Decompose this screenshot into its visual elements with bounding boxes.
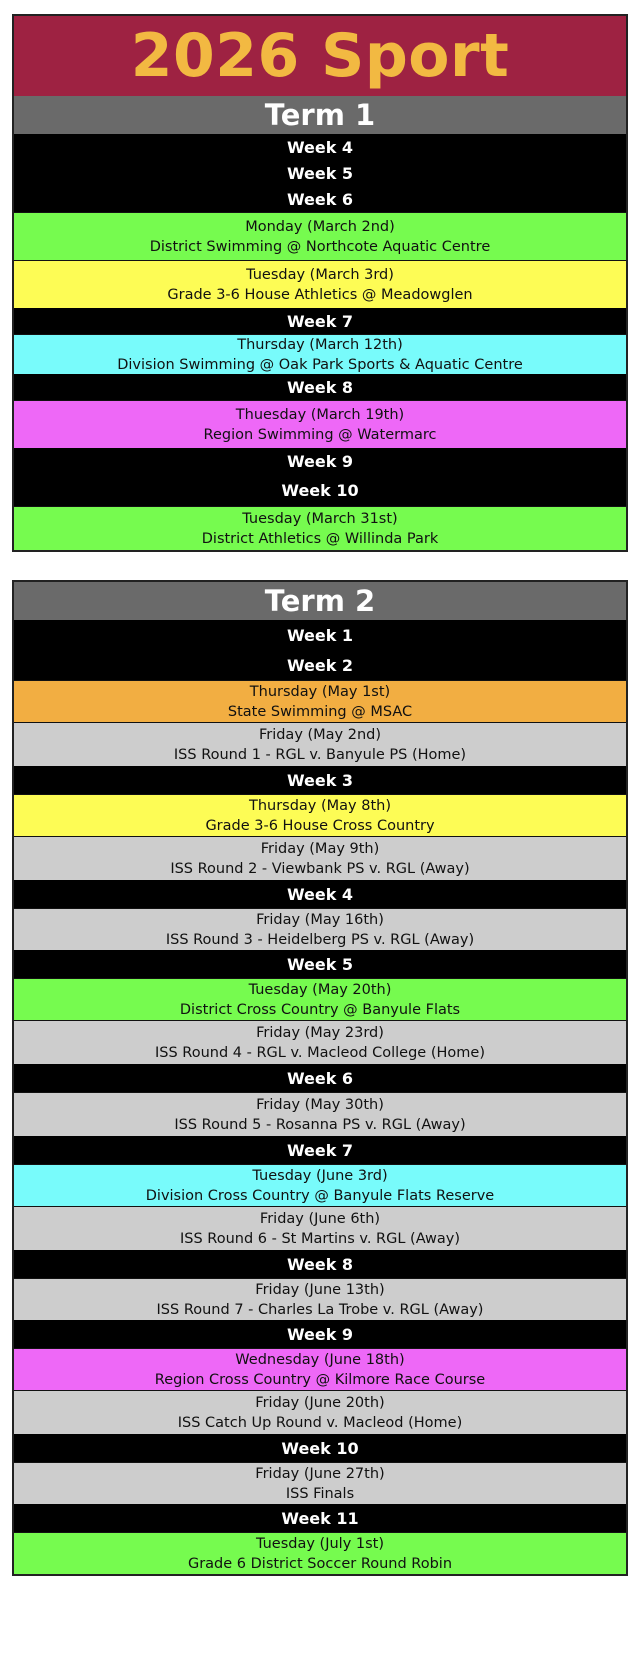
week-label: Week 5 xyxy=(14,950,626,978)
event-row xyxy=(14,794,626,836)
event-date: Friday (June 13th) xyxy=(255,1281,385,1298)
event-row xyxy=(14,680,626,722)
event-description: ISS Round 1 - RGL v. Banyule PS (Home) xyxy=(173,746,467,763)
event-row xyxy=(14,1532,626,1574)
event-description: Region Swimming @ Watermarc xyxy=(203,426,437,443)
event-date: Thuesday (March 19th) xyxy=(235,406,405,423)
event-row xyxy=(14,1348,626,1390)
event-date: Monday (March 2nd) xyxy=(245,218,395,235)
event-description: Grade 3-6 House Athletics @ Meadowglen xyxy=(167,286,473,303)
event-date: Tuesday (March 31st) xyxy=(242,510,398,527)
event-row xyxy=(14,506,626,550)
event-date: Thursday (March 12th) xyxy=(237,336,403,353)
term-heading: Term 1 xyxy=(14,96,626,134)
event-row xyxy=(14,1164,626,1206)
week-label: Week 4 xyxy=(14,880,626,908)
event-date: Friday (May 16th) xyxy=(256,911,384,928)
term2-rows xyxy=(14,620,626,1574)
event-row xyxy=(14,978,626,1020)
event-description: ISS Round 2 - Viewbank PS v. RGL (Away) xyxy=(170,860,470,877)
event-description: Division Swimming @ Oak Park Sports & Aquatic Centre xyxy=(117,356,523,373)
week-label: Week 2 xyxy=(14,650,626,680)
week-label: Week 6 xyxy=(14,1064,626,1092)
event-description: ISS Round 7 - Charles La Trobe v. RGL (Away) xyxy=(156,1301,484,1318)
event-date: Tuesday (June 3rd) xyxy=(252,1167,388,1184)
week-label: Week 3 xyxy=(14,766,626,794)
event-date: Tuesday (March 3rd) xyxy=(246,266,394,283)
event-description: Grade 3-6 House Cross Country xyxy=(205,817,435,834)
week-label: Week 7 xyxy=(14,1136,626,1164)
event-date: Friday (May 9th) xyxy=(260,840,380,857)
event-description: ISS Round 4 - RGL v. Macleod College (Home) xyxy=(155,1044,485,1061)
event-description: State Swimming @ MSAC xyxy=(227,703,413,720)
event-date: Friday (June 6th) xyxy=(259,1210,381,1227)
event-row xyxy=(14,722,626,766)
event-description: ISS Round 6 - St Martins v. RGL (Away) xyxy=(179,1230,461,1247)
event-description: District Athletics @ Willinda Park xyxy=(201,530,439,547)
event-date: Friday (June 20th) xyxy=(255,1394,385,1411)
event-date: Tuesday (July 1st) xyxy=(255,1535,385,1552)
event-date: Friday (May 2nd) xyxy=(258,726,382,743)
term1-rows xyxy=(14,134,626,550)
event-description: ISS Round 3 - Heidelberg PS v. RGL (Away) xyxy=(165,931,475,948)
event-row xyxy=(14,1092,626,1136)
event-date: Tuesday (May 20th) xyxy=(248,981,392,998)
page-title: 2026 Sport xyxy=(14,16,626,96)
week-label: Week 10 xyxy=(14,1434,626,1462)
week-label: Week 1 xyxy=(14,620,626,650)
week-label: Week 11 xyxy=(14,1504,626,1532)
event-description: Division Cross Country @ Banyule Flats Reserve xyxy=(145,1187,495,1204)
event-date: Thursday (May 1st) xyxy=(249,683,391,700)
event-date: Friday (June 27th) xyxy=(255,1465,385,1482)
event-date: Friday (May 30th) xyxy=(256,1096,384,1113)
event-date: Wednesday (June 18th) xyxy=(235,1351,405,1368)
week-label: Week 6 xyxy=(14,186,626,212)
event-description: ISS Catch Up Round v. Macleod (Home) xyxy=(177,1414,463,1431)
event-description: Region Cross Country @ Kilmore Race Course xyxy=(154,1371,486,1388)
week-label: Week 9 xyxy=(14,448,626,474)
event-date: Thursday (May 8th) xyxy=(248,797,392,814)
event-row xyxy=(14,260,626,308)
event-description: District Cross Country @ Banyule Flats xyxy=(179,1001,461,1018)
week-label: Week 9 xyxy=(14,1320,626,1348)
event-row xyxy=(14,908,626,950)
event-row xyxy=(14,1390,626,1434)
week-label: Week 10 xyxy=(14,474,626,506)
event-row xyxy=(14,334,626,374)
term2-table xyxy=(12,580,628,1576)
week-label: Week 8 xyxy=(14,1250,626,1278)
week-label: Week 5 xyxy=(14,160,626,186)
week-label: Week 7 xyxy=(14,308,626,334)
event-date: Friday (May 23rd) xyxy=(256,1024,384,1041)
term-heading: Term 2 xyxy=(14,582,626,620)
event-row xyxy=(14,1206,626,1250)
event-description: ISS Round 5 - Rosanna PS v. RGL (Away) xyxy=(174,1116,466,1133)
event-description: District Swimming @ Northcote Aquatic Centre xyxy=(149,238,491,255)
event-row xyxy=(14,400,626,448)
week-label: Week 4 xyxy=(14,134,626,160)
term1-table xyxy=(12,14,628,552)
event-row xyxy=(14,836,626,880)
week-label: Week 8 xyxy=(14,374,626,400)
event-row xyxy=(14,1278,626,1320)
event-description: ISS Finals xyxy=(285,1485,355,1502)
event-row xyxy=(14,1462,626,1504)
event-description: Grade 6 District Soccer Round Robin xyxy=(187,1555,453,1572)
event-row xyxy=(14,212,626,260)
event-row xyxy=(14,1020,626,1064)
